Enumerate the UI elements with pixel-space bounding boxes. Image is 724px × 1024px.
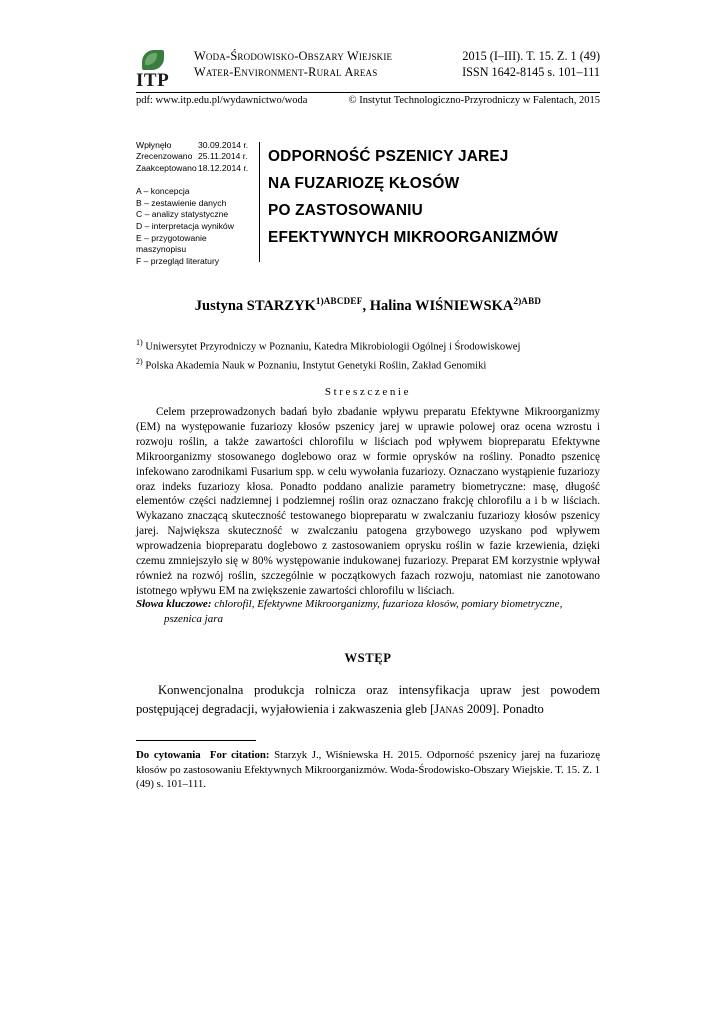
- legend-item: A – koncepcja: [136, 186, 190, 197]
- masthead-footer: [136, 94, 600, 108]
- page-title: [268, 143, 608, 251]
- abstract-body: [136, 405, 600, 599]
- issue-info: 2015 (I–III). T. 15. Z. 1 (49): [462, 49, 600, 63]
- footnote-divider: [136, 740, 256, 741]
- masthead: [136, 48, 600, 91]
- intro-text-post: ]. Ponadto: [492, 702, 544, 716]
- title-divider: [259, 142, 260, 262]
- contribution-legend: [136, 186, 256, 267]
- keywords-line-1: chlorofil, Efektywne Mikroorganizmy, fuzarioza kłosów, pomiary biometryczne,: [211, 598, 563, 610]
- meta-value: 18.12.2014 r.: [198, 162, 249, 173]
- legend-item: F – przegląd literatury: [136, 255, 220, 266]
- journal-title-pl: Woda-Środowisko-Obszary Wiejskie: [194, 49, 393, 63]
- author-affiliation-marker: 1): [315, 297, 324, 307]
- logo-text: ITP: [136, 70, 170, 91]
- pdf-url[interactable]: pdf: www.itp.edu.pl/wydawnictwo/woda: [136, 95, 308, 106]
- masthead-titles: [190, 48, 600, 80]
- masthead-divider: [136, 92, 600, 93]
- author-contribution-codes: ABD: [521, 296, 542, 306]
- author-name: Justyna STARZYK: [194, 297, 316, 314]
- author-affiliation-marker: 2): [513, 297, 522, 307]
- footnote-label-en: For citation:: [209, 749, 270, 761]
- title-line: PO ZASTOSOWANIU: [268, 202, 423, 219]
- leaf-icon: [142, 50, 164, 70]
- legend-item: E – przygotowanie maszynopisu: [136, 232, 207, 255]
- affiliation-marker: 2): [136, 356, 143, 366]
- author-contribution-codes: ABCDEF: [323, 296, 363, 306]
- meta-row: [136, 163, 256, 174]
- citation-reference: Janas 2009: [434, 702, 493, 716]
- meta-label: Zrecenzowano: [136, 151, 193, 162]
- legend-item: C – analizy statystyczne: [136, 209, 229, 220]
- affiliation-text: Polska Akademia Nauk w Poznaniu, Instytut Genetyki Roślin, Zakład Genomiki: [142, 360, 487, 372]
- affiliation-item: [136, 355, 600, 374]
- itp-logo: [136, 48, 190, 91]
- affiliations: [136, 336, 600, 373]
- meta-label: Wpłynęło: [136, 140, 172, 150]
- keywords: [136, 597, 600, 626]
- meta-value: 30.09.2014 r.: [198, 140, 249, 150]
- keywords-label: Słowa kluczowe:: [136, 598, 212, 610]
- author-separator: ,: [362, 297, 370, 314]
- legend-item: B – zestawienie danych: [136, 197, 227, 208]
- legend-item: D – interpretacja wyników: [136, 221, 234, 231]
- journal-title-en: Water-Environment-Rural Areas: [194, 65, 378, 79]
- section-heading-intro: WSTĘP: [344, 651, 392, 665]
- affiliation-item: [136, 336, 600, 355]
- submission-meta: [136, 140, 256, 267]
- author-list: [136, 296, 600, 315]
- meta-row: [136, 140, 256, 151]
- footnote-label-pl: Do cytowania: [136, 749, 201, 761]
- keywords-line-2: pszenica jara: [164, 612, 223, 625]
- affiliation-text: Uniwersytet Przyrodniczy w Poznaniu, Katedra Mikrobiologii Ogólnej i Środowiskowej: [142, 341, 521, 353]
- intro-body: [136, 681, 600, 719]
- title-line: ODPORNOŚĆ PSZENICY JAREJ: [268, 148, 509, 165]
- abstract-heading: Streszczenie: [324, 386, 412, 398]
- title-line: EFEKTYWNYCH MIKROORGANIZMÓW: [268, 229, 559, 246]
- abstract-paragraph: Celem przeprowadzonych badań było zbadanie wpływu preparatu Efektywne Mikroorganizmy (EM) na występowanie fuzariozy kłosów pszenicy jarej w uprawie polowej oraz ocena wzrostu i rozwoju roślin, a także zawartości chlorofilu w liściach pod wpływem biopreparatu Efektywne Mikroorganizmy stosowanego doglebowo oraz w formie oprysków na rośliny. Ponadto pszenicę infekowano zarodnikami Fusarium spp. w celu wywołania fuzariozy. Oznaczano wystąpienie fuzariozy oraz indeks fuzariozy kłosa. Ponadto poddano analizie parametry biometryczne: masę, długość elementów części nadziemnej i podziemnej roślin oraz oznaczano frakcję chlorofilu a i b w liściach. Wykazano znaczącą skuteczność testowanego biopreparatu w zwalczaniu fuzariozy kłosów pszenicy jarej. Największa skuteczność w zwalczaniu patogena grzybowego uzyskano pod wpływem wprowadzenia biopreparatu doglebowo z zastosowaniem oprysku roślin w fazie krzewienia, dzięki czemu zmniejszyło się w 80% występowanie indukowanej fuzariozy. Preparat EM korzystnie wpływał również na rozwój roślin, szczególnie w początkowych fazach rozwoju, natomiast nie zanotowano istotnego wpływu EM na zwiększenie zawartości chlorofilu w liściach.: [136, 406, 600, 597]
- issn-pages: ISSN 1642-8145 s. 101–111: [462, 65, 600, 79]
- footnote-text: Starzyk J., Wiśniewska H. 2015. Odporność pszenicy jarej na fuzariozę kłosów po zastosowaniu Efektywnych Mikroorganizmów. Woda-Środowisko-Obszary Wiejskie. T. 15. Z. 1 (49) s. 101–111.: [136, 749, 601, 791]
- title-line: NA FUZARIOZĘ KŁOSÓW: [268, 175, 460, 192]
- copyright-text: © Instytut Technologiczno-Przyrodniczy w Falentach, 2015: [348, 95, 600, 106]
- meta-label: Zaakceptowano: [136, 162, 197, 173]
- citation-footnote: [136, 748, 600, 792]
- intro-paragraph: [136, 681, 600, 719]
- meta-row: [136, 151, 256, 162]
- meta-value: 25.11.2014 r.: [198, 151, 248, 162]
- intro-text-pre: Konwencjonalna produkcja rolnicza oraz intensyfikacja upraw jest powodem postępującej degradacji, wyjałowienia i zakwaszenia gleb [: [136, 683, 600, 716]
- affiliation-marker: 1): [136, 338, 143, 347]
- author-name: Halina WIŚNIEWSKA: [369, 297, 514, 314]
